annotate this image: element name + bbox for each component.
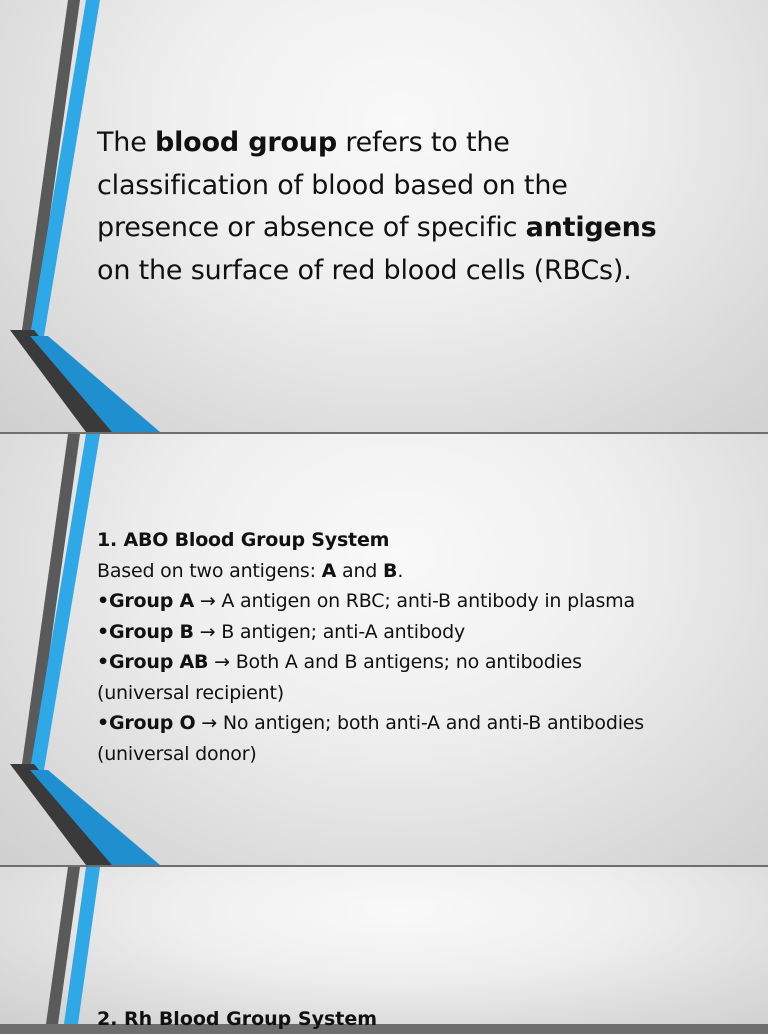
group-desc: → No antigen; both anti-A and anti-B antibodies	[195, 712, 644, 734]
abo-basis	[97, 556, 757, 587]
group-desc: → B antigen; anti-A antibody	[193, 620, 466, 643]
rh-heading-text: 2. Rh Blood Group System	[97, 1008, 378, 1030]
group-a-item	[97, 586, 757, 617]
slide-3-body	[97, 1004, 697, 1034]
basis-text: Based on two antigens:	[97, 559, 322, 582]
basis-text: .	[397, 559, 404, 582]
slide-1	[0, 0, 768, 432]
group-ab-note: (universal recipient)	[97, 681, 284, 704]
group-o-item	[97, 708, 757, 739]
antigen-b: B	[383, 559, 398, 582]
slide-1-body	[97, 122, 737, 292]
group-name: •Group B	[97, 620, 194, 643]
abo-heading	[97, 525, 757, 556]
rh-heading	[97, 1004, 697, 1034]
group-desc: → A antigen on RBC; anti-B antibody in plasma	[194, 590, 635, 612]
antigen-a: A	[321, 559, 337, 582]
slide-3-accent-stripes	[0, 867, 768, 1024]
group-o-note: (universal donor)	[97, 742, 257, 765]
intro-line-2: classification of blood based on the	[97, 169, 568, 201]
intro-text: presence or absence of specific	[97, 212, 526, 243]
intro-bold-antigens: antigens	[525, 212, 657, 243]
intro-line-4: on the surface of red blood cells (RBCs).	[97, 254, 632, 286]
intro-line-3	[97, 207, 737, 250]
group-ab-item	[97, 647, 757, 678]
intro-text: refers to the	[336, 127, 510, 158]
intro-bold-blood-group: blood group	[155, 127, 337, 158]
group-desc: → Both A and B antigens; no antibodies	[208, 651, 582, 673]
group-b-item	[97, 617, 757, 648]
intro-line-1	[97, 122, 737, 165]
slide-3	[0, 867, 768, 1024]
basis-text: and	[336, 559, 384, 582]
group-name: •Group AB	[97, 651, 209, 673]
group-name: •Group O	[97, 712, 196, 734]
abo-heading-text: 1. ABO Blood Group System	[97, 529, 390, 551]
slide-2-body	[97, 525, 757, 769]
intro-text: The	[97, 127, 155, 158]
group-name: •Group A	[97, 590, 195, 612]
